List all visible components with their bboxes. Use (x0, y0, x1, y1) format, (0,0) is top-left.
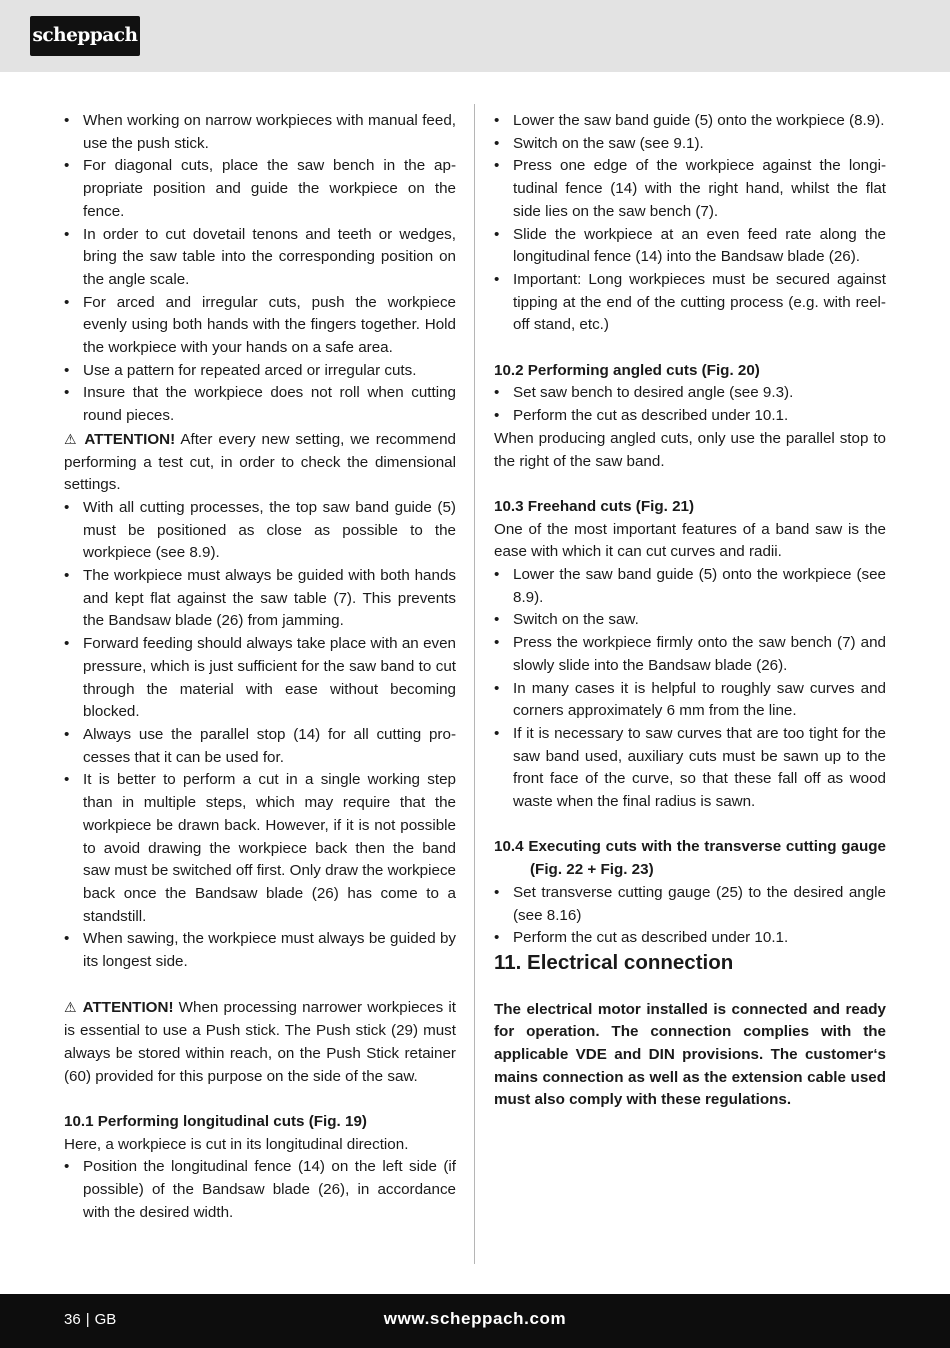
scheppach-logo: scheppach (30, 16, 140, 56)
list-item: • If it is necessary to saw curves that are too tight for the saw band used, auxiliary cuts must be sawn up to the front face of the curve, so that these fall off as wood waste when the final radius is sawn. (494, 724, 886, 811)
section-10-3-heading: 10.3 Freehand cuts (Fig. 21) (494, 497, 695, 515)
safety-list-2 (64, 497, 456, 974)
bullet-icon: • (64, 225, 70, 243)
attention-note-1: ⚠ ATTENTION! After every new setting, we recommend performing a test cut, in order to check the dimensional settings. (64, 430, 456, 494)
bullet-icon: • (64, 112, 70, 129)
bullet-icon: • (494, 157, 500, 175)
bullet-icon: • (494, 724, 500, 742)
list-item: • With all cutting processes, the top saw band guide (5) must be positioned as close as possible to the workpiece (see 8.9). (64, 498, 456, 562)
list-item: • Insure that the workpiece does not roll when cutting round pieces. (64, 384, 456, 425)
list-item: • In order to cut dovetail tenons and teeth or wedges, bring the saw table into the corresponding position on the angle scale. (64, 225, 456, 288)
bullet-icon: • (494, 634, 500, 652)
section-10-1-list (64, 1156, 456, 1224)
attention-label: ATTENTION! (84, 430, 176, 448)
list-item: • Forward feeding should always take place with an even pressure, which is just sufficient for the saw band to cut through the material with ease without becoming blocked. (64, 635, 456, 721)
bullet-icon: • (64, 498, 70, 516)
list-item: • When working on narrow workpieces with manual feed, use the push stick. (64, 112, 456, 152)
page-footer (0, 1294, 950, 1348)
list-item: • Important: Long workpieces must be secured against tipping at the end of the cutting process (e.g. with reel-off stand, etc.) (494, 270, 886, 334)
list-item: • Lower the saw band guide (5) onto the workpiece (see 8.9). (494, 566, 886, 606)
footer-separator: | (85, 1311, 90, 1328)
list-item: • Press the workpiece firmly onto the saw bench (7) and slowly slide into the Bandsaw blade (26). (494, 634, 886, 674)
bullet-icon: • (64, 567, 70, 585)
section-10-3-intro: One of the most important features of a band saw is the ease with which it can cut curves and radii. (494, 520, 886, 561)
list-item: • For diagonal cuts, place the saw bench in the appropriate position and guide the workpiece on the fence. (64, 157, 456, 220)
section-11-heading: 11. Electrical connection (494, 950, 734, 974)
page-number: 36 (64, 1311, 81, 1328)
bullet-icon: • (64, 635, 70, 653)
list-item: • For arced and irregular cuts, push the workpiece evenly using both hands with the fingers together. Hold the workpiece with your hands on a safe area. (64, 293, 456, 357)
attention-note-2: ⚠ ATTENTION! When processing narrower workpieces it is essential to use a Push stick. The Push stick (29) must always be stored within reach, on the Push Stick retainer (60) provided for this purpose on the side of the saw. (64, 999, 456, 1085)
spacer (494, 814, 886, 837)
bullet-icon: • (494, 566, 500, 584)
bullet-icon: • (64, 384, 70, 402)
list-item: • Switch on the saw (see 9.1). (494, 133, 886, 156)
list-item: • Slide the workpiece at an even feed rate along the longitudinal fence (14) into the Bandsaw blade (26). (494, 225, 886, 266)
attention-label: ATTENTION! (82, 999, 174, 1017)
bullet-icon: • (64, 293, 70, 311)
list-item: • The workpiece must always be guided with both hands and kept flat against the saw table (7). This prevents the Bandsaw blade (26) from jamming. (64, 567, 456, 630)
bullet-icon: • (494, 611, 500, 629)
bullet-icon: • (494, 112, 500, 129)
bullet-icon: • (64, 930, 70, 948)
bullet-icon: • (494, 134, 500, 152)
section-10-4-list (494, 882, 886, 950)
list-item: • Switch on the saw. (494, 609, 886, 632)
list-item: • Position the longitudinal fence (14) on the left side (if possible) of the Bandsaw blade (26), in accordance with the desired width. (64, 1158, 456, 1221)
left-column (64, 110, 456, 1224)
bullet-icon: • (64, 361, 70, 379)
list-item: • It is better to perform a cut in a single working step than in multiple steps, which may require that the workpiece be drawn back. However, if it is not possible to avoid drawing the workpiece back then the band saw must be switched off first. Only draw the workpiece back once the Bandsaw blade (26) has come to a standstill. (64, 771, 456, 925)
section-11-text: The electrical motor installed is connected and ready for operation. The connection complies with the applicable VDE and DIN provisions. The customer‘s mains connection as well as the extension cable used must also comply with these regulations. (494, 1000, 886, 1109)
bullet-icon: • (494, 225, 500, 243)
page-header (0, 0, 950, 72)
section-10-2-list (494, 382, 886, 427)
list-item: • Press one edge of the workpiece against the longitudinal fence (14) with the right hand, whilst the flat side lies on the saw bench (7). (494, 157, 886, 220)
bullet-icon: • (64, 1158, 70, 1176)
spacer (494, 337, 886, 360)
bullet-icon: • (494, 929, 500, 947)
section-10-2-heading: 10.2 Performing angled cuts (Fig. 20) (494, 361, 760, 379)
list-item: • Lower the saw band guide (5) onto the workpiece (8.9). (494, 110, 886, 133)
spacer (494, 473, 886, 496)
section-10-1-intro: Here, a workpiece is cut in its longitudinal direction. (64, 1135, 409, 1153)
warning-triangle-icon: ⚠ (64, 430, 79, 447)
column-divider (474, 104, 475, 1264)
spacer (64, 974, 456, 997)
website-link[interactable]: www.scheppach.com (383, 1309, 567, 1328)
list-item: • Always use the parallel stop (14) for all cutting processes that it can be used for. (64, 725, 456, 766)
list-item: • Perform the cut as described under 10.1. (494, 405, 886, 428)
bullet-icon: • (494, 384, 500, 402)
right-column (494, 110, 886, 1112)
bullet-icon: • (494, 883, 500, 901)
list-item: • Perform the cut as described under 10.1. (494, 927, 886, 950)
warning-triangle-icon: ⚠ (64, 999, 78, 1016)
safety-list-1 (64, 110, 456, 428)
section-10-4-heading: 10.4 Executing cuts with the transverse cutting gauge (Fig. 22 + Fig. 23) (494, 838, 886, 879)
list-item: • Set saw bench to desired angle (see 9.3). (494, 382, 886, 405)
spacer (64, 1088, 456, 1111)
section-10-2-note: When producing angled cuts, only use the parallel stop to the right of the saw band. (494, 429, 886, 470)
bullet-icon: • (494, 270, 500, 288)
spacer (494, 976, 886, 999)
section-10-3-list (494, 564, 886, 814)
section-10-1-heading: 10.1 Performing longitudinal cuts (Fig. 19) (64, 1112, 367, 1130)
bullet-icon: • (494, 407, 500, 425)
bullet-icon: • (64, 771, 70, 789)
list-item: • Set transverse cutting gauge (25) to the desired angle (see 8.16) (494, 883, 886, 924)
list-item: • In many cases it is helpful to roughly saw curves and corners approximately 6 mm from the line. (494, 679, 886, 720)
list-item: • When sawing, the workpiece must always be guided by its longest side. (64, 930, 456, 971)
section-10-1-list-continued (494, 110, 886, 337)
list-item: • Use a pattern for repeated arced or irregular cuts. (64, 360, 456, 383)
language-code: GB (94, 1311, 117, 1328)
bullet-icon: • (64, 157, 70, 175)
bullet-icon: • (64, 725, 70, 743)
bullet-icon: • (494, 679, 500, 697)
